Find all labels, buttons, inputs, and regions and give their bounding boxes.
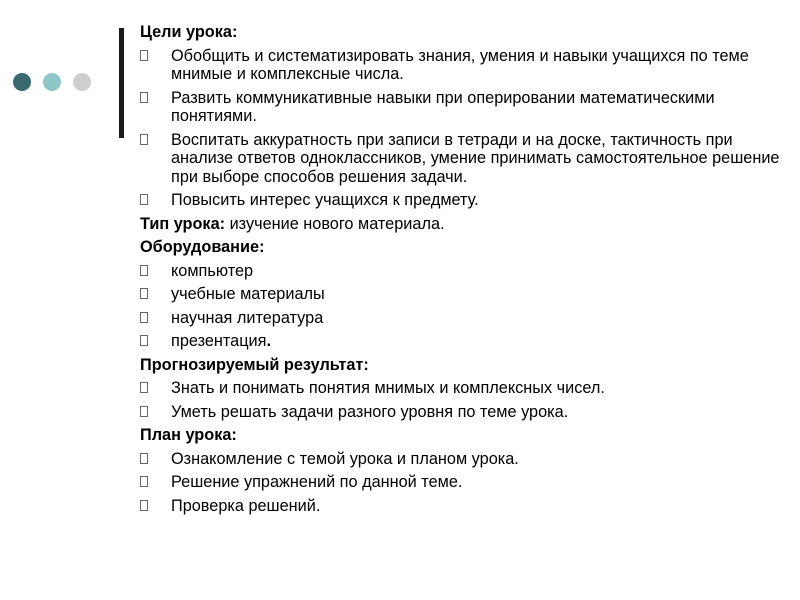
bullet-square-icon [140, 194, 150, 206]
goals-heading: Цели урока: [140, 23, 238, 41]
plan-item [140, 497, 780, 516]
plan-item-text: Решение упражнений по данной теме. [171, 473, 463, 491]
equipment-item-suffix: . [266, 332, 271, 350]
goals-item-text: Повысить интерес учащихся к предмету. [171, 191, 479, 209]
plan-heading: План урока: [140, 426, 237, 444]
dot-gray-icon [73, 73, 91, 91]
plan-item-text: Проверка решений. [171, 496, 321, 515]
bullet-square-icon [140, 134, 150, 146]
bullet-square-icon [140, 335, 150, 347]
equipment-item [140, 285, 780, 304]
bullet-square-icon [140, 50, 150, 62]
equipment-item-text: учебные материалы [171, 285, 325, 303]
plan-item [140, 450, 780, 469]
result-heading: Прогнозируемый результат: [140, 355, 369, 374]
bullet-square-icon [140, 312, 150, 324]
accent-bar [119, 28, 124, 138]
lesson-type-value: изучение нового материала. [225, 214, 445, 233]
goals-item-text: Развить коммуникативные навыки при оперировании математическими понятиями. [171, 88, 715, 125]
lesson-type-label: Тип урока: [140, 214, 226, 233]
goals-item [140, 47, 780, 84]
goals-item [140, 191, 780, 210]
result-item [140, 379, 780, 398]
plan-item [140, 473, 780, 492]
result-item-text: Уметь решать задачи разного уровня по теме урока. [171, 402, 569, 421]
plan-item-text: Ознакомление с темой урока и планом урока. [171, 449, 519, 468]
lesson-type-line [140, 215, 780, 234]
bullet-square-icon [140, 382, 150, 394]
bullet-square-icon [140, 476, 150, 488]
equipment-item-text: презентация [171, 332, 267, 350]
bullet-square-icon [140, 92, 150, 104]
equipment-item [140, 332, 780, 351]
bullet-square-icon [140, 288, 150, 300]
equipment-item [140, 262, 780, 281]
goals-item [140, 89, 780, 126]
equipment-item [140, 309, 780, 328]
equipment-item-text: компьютер [171, 261, 254, 280]
slide-content [140, 23, 780, 520]
bullet-square-icon [140, 453, 150, 465]
result-item-text: Знать и понимать понятия мнимых и комплексных чисел. [171, 379, 605, 397]
dot-teal-icon [43, 73, 61, 91]
bullet-square-icon [140, 500, 150, 512]
decorative-dots [13, 73, 91, 91]
bullet-square-icon [140, 406, 150, 418]
result-item [140, 403, 780, 422]
equipment-heading: Оборудование: [140, 238, 265, 256]
equipment-item-text: научная литература [171, 308, 324, 327]
dot-dark-icon [13, 73, 31, 91]
goals-item [140, 131, 780, 187]
bullet-square-icon [140, 265, 150, 277]
goals-item-text: Воспитать аккуратность при записи в тетради и на доске, тактичность при анализе ответов одноклассников, умение принимать самостоятельное решение при выборе способов решения задачи. [171, 130, 780, 186]
goals-item-text: Обобщить и систематизировать знания, умения и навыки учащихся по теме мнимые и комплексные числа. [171, 46, 749, 83]
